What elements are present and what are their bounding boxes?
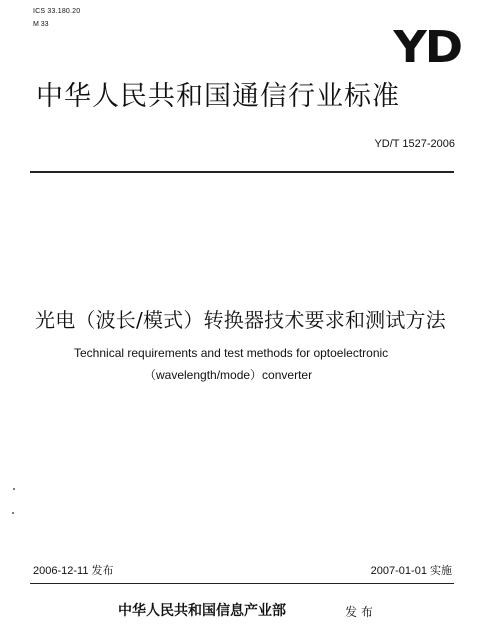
issue-label: 发 布 [345,605,373,619]
document-title-english-line1: Technical requirements and test methods for optoelectronic [74,346,389,360]
implement-date: 2007-01-01 实施 [370,565,452,577]
standard-title: 中华人民共和国通信行业标准 [36,81,400,112]
issuing-authority: 中华人民共和国信息产业部 [118,603,286,619]
scan-speck [12,512,14,514]
document-title-english-line2: （wavelength/mode）converter [144,368,313,382]
document-title-chinese: 光电（波长/模式）转换器技术要求和测试方法 [35,308,446,332]
top-divider [30,171,454,173]
standard-number: YD/T 1527-2006 [374,138,455,150]
scan-speck [13,488,15,490]
ics-code: ICS 33.180.20 [33,8,81,15]
bottom-divider [30,583,454,584]
publish-date: 2006-12-11 发布 [33,565,114,577]
yd-logo: YD [392,22,461,73]
classification-code: M 33 [33,21,49,28]
